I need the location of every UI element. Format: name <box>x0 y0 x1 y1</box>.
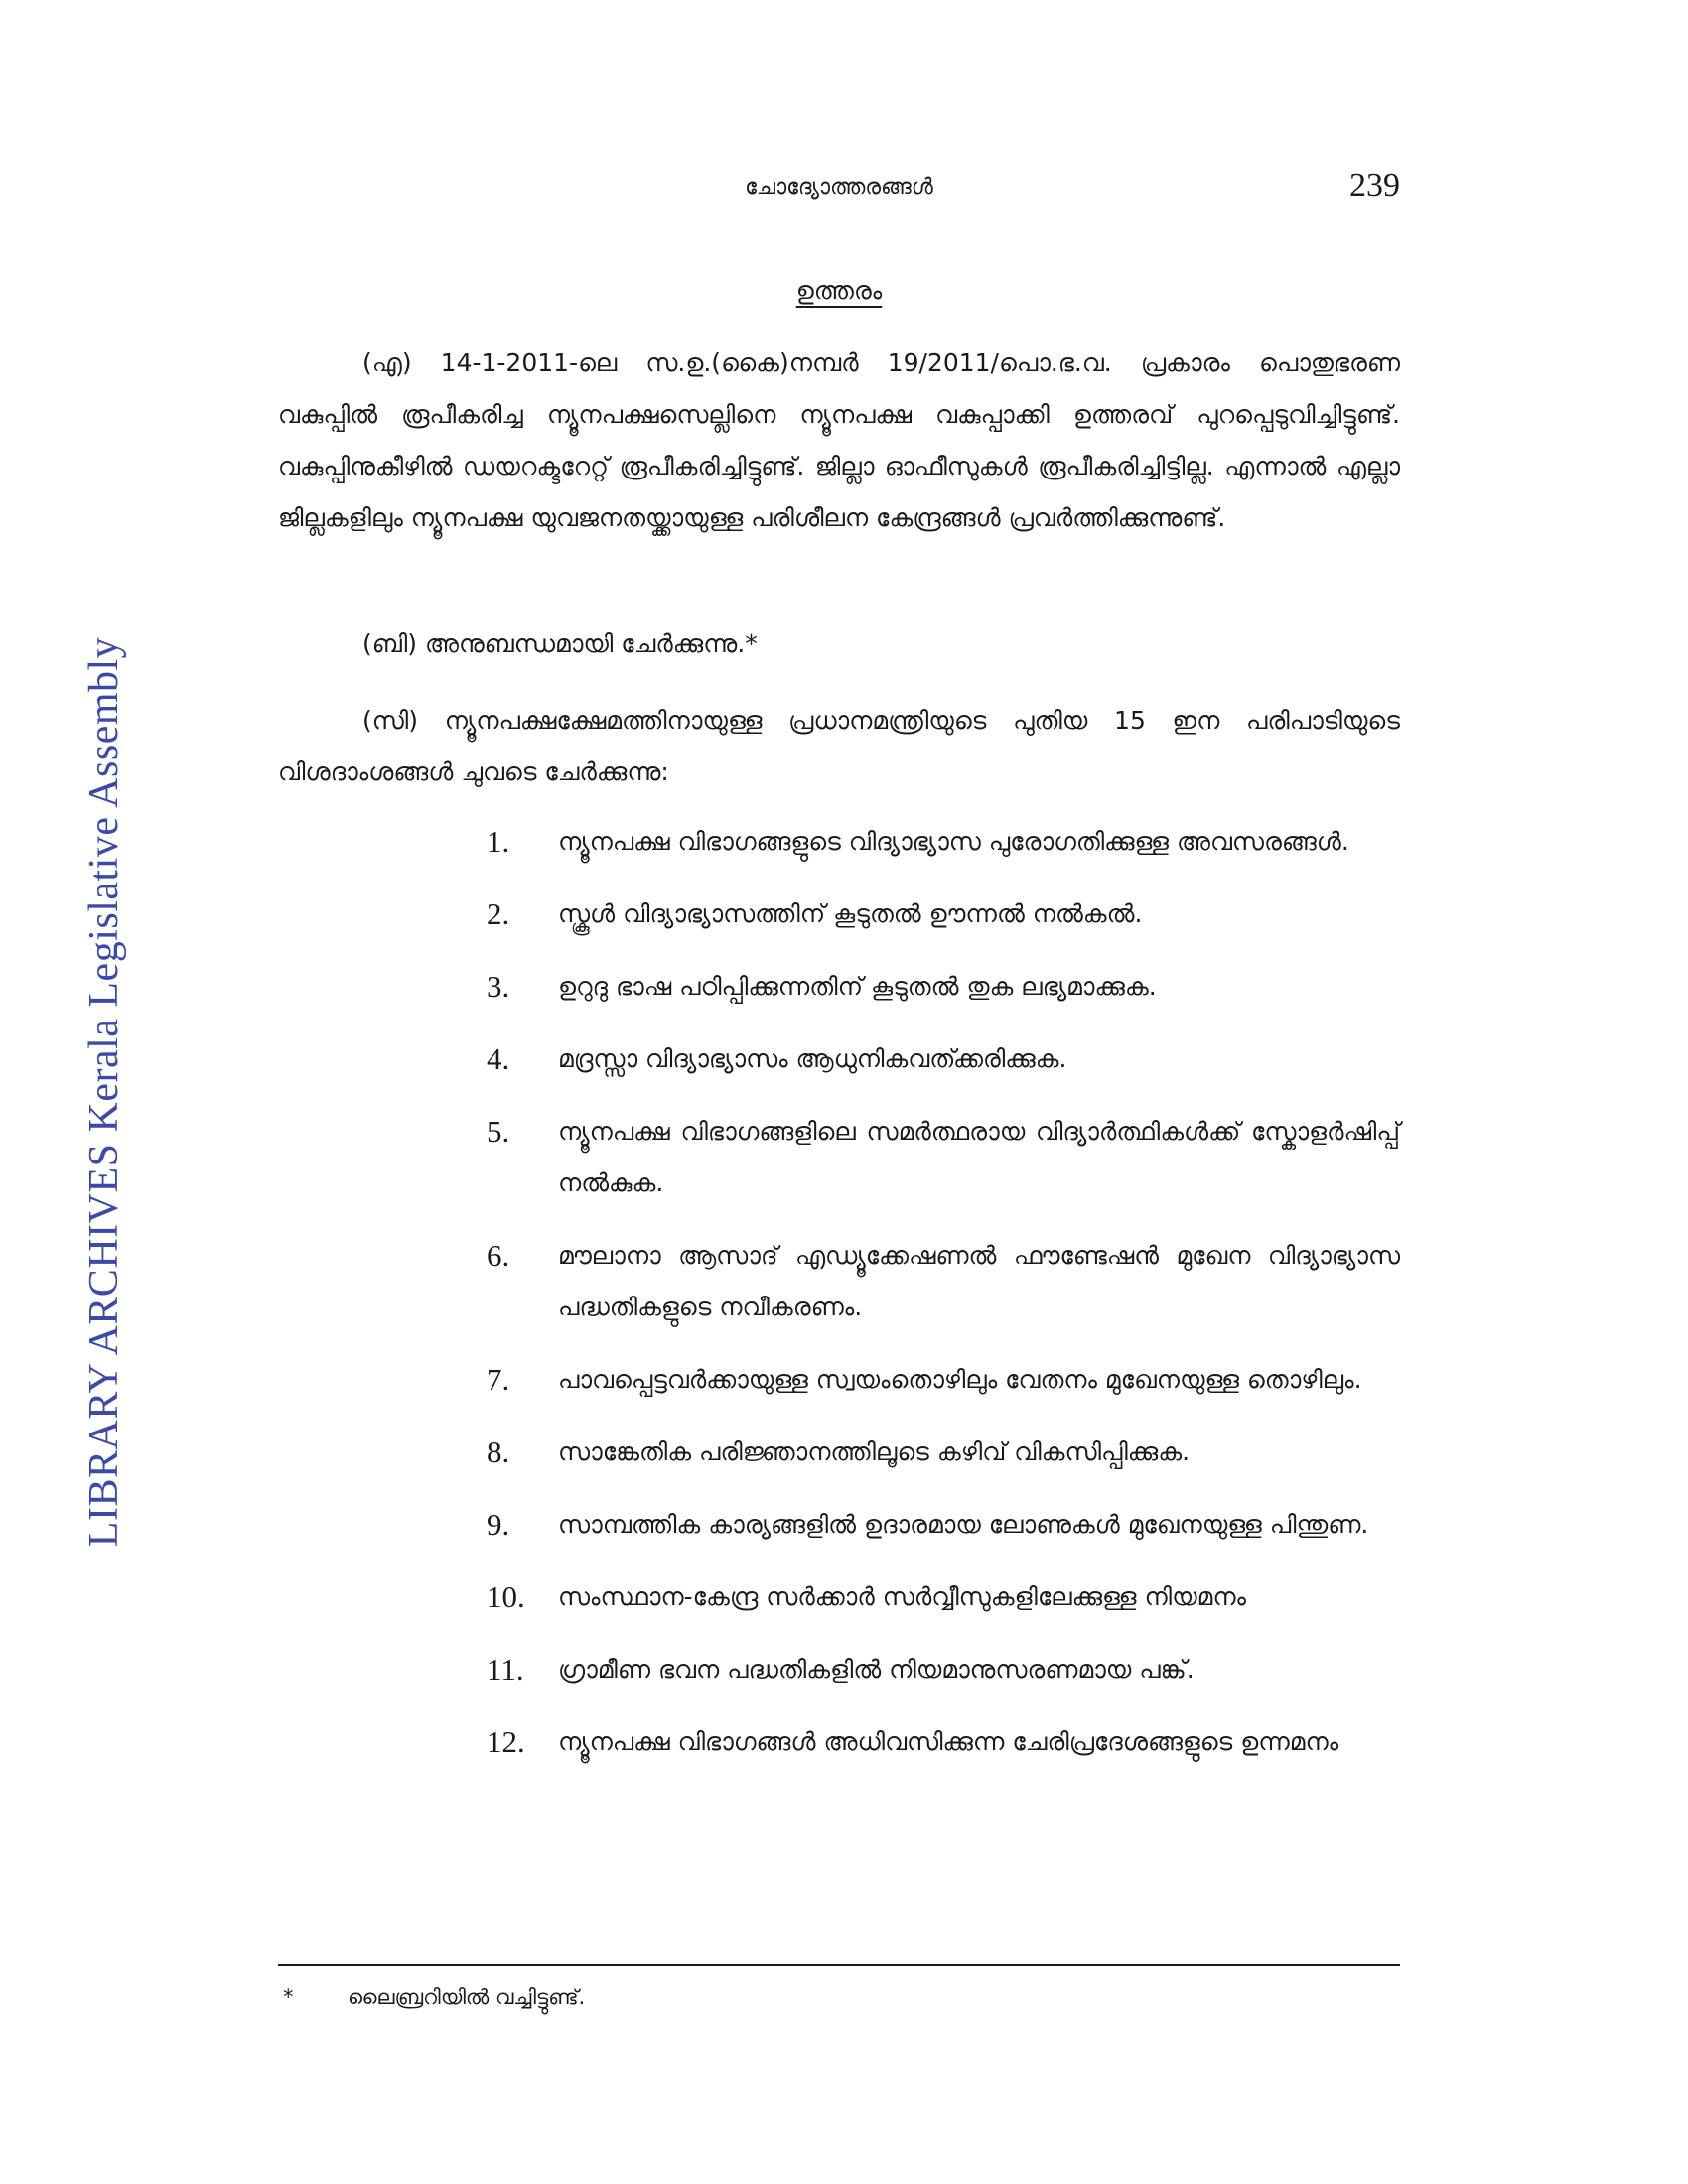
list-item <box>487 1716 1400 1768</box>
list-item-text: സംസ്ഥാന-കേന്ദ്ര സർക്കാർ സർവ്വീസുകളിലേക്കുള്ള നിയമനം <box>558 1582 1246 1611</box>
list-item-text: സാമ്പത്തിക കാര്യങ്ങളിൽ ഉദാരമായ ലോണുകൾ മുഖേനയുള്ള പിന്തുണ. <box>558 1510 1369 1539</box>
list-item-text: ന്യൂനപക്ഷ വിഭാഗങ്ങളുടെ വിദ്യാഭ്യാസ പുരോഗതിക്കുള്ള അവസരങ്ങൾ. <box>558 827 1349 856</box>
list-item <box>487 1106 1400 1209</box>
list-item-number: 5. <box>487 1114 510 1149</box>
list-item-number: 11. <box>487 1652 524 1687</box>
list-item-number: 1. <box>487 824 510 859</box>
list-item-number: 9. <box>487 1507 510 1542</box>
side-watermark: LIBRARY ARCHIVES Kerala Legislative Assembly <box>81 636 127 1548</box>
list-item <box>487 1644 1400 1696</box>
list-item-text: ന്യൂനപക്ഷ വിഭാഗങ്ങളിലെ സമർത്ഥരായ വിദ്യാർത്ഥികൾക്ക് സ്കോളർഷിപ്പ് നൽകുക. <box>558 1117 1400 1197</box>
list-item-text: മൗലാനാ ആസാദ് എഡ്യൂക്കേഷണൽ ഫൗണ്ടേഷൻ മുഖേന വിദ്യാഭ്യാസ പദ്ധതികളുടെ നവീകരണം. <box>558 1241 1400 1321</box>
footnote-mark: * <box>283 1985 294 2009</box>
list-item-number: 10. <box>487 1579 525 1614</box>
list-item-text: മദ്രസ്സാ വിദ്യാഭ്യാസം ആധുനികവത്ക്കരിക്കുക. <box>558 1044 1067 1073</box>
list-item-text: ഉറുദു ഭാഷ പഠിപ്പിക്കുന്നതിന് കൂടുതൽ തുക ലഭ്യമാക്കുക. <box>558 972 1157 1001</box>
list-item-text: ഗ്രാമീണ ഭവന പദ്ധതികളിൽ നിയമാനുസരണമായ പങ്ക്. <box>558 1655 1195 1684</box>
footnote <box>283 1985 585 2010</box>
list-item-text: സ്കൂൾ വിദ്യാഭ്യാസത്തിന് കൂടുതൽ ഊന്നൽ നൽകൽ. <box>558 899 1143 928</box>
list-item <box>487 1354 1400 1406</box>
list-item-number: 3. <box>487 969 510 1004</box>
numbered-list <box>487 816 1400 1789</box>
list-item-number: 12. <box>487 1724 525 1759</box>
footnote-text: ലൈബ്രറിയിൽ വച്ചിട്ടുണ്ട്. <box>348 1985 586 2009</box>
list-item <box>487 1230 1400 1333</box>
list-item <box>487 961 1400 1013</box>
paragraph-c: (സി) ന്യൂനപക്ഷക്ഷേമത്തിനായുള്ള പ്രധാനമന്ത്രിയുടെ പുതിയ 15 ഇന പരിപാടിയുടെ വിശദാംശങ്ങൾ ചുവടെ ചേർക്കുന്നു: <box>278 706 1400 786</box>
list-item <box>487 1499 1400 1551</box>
list-item <box>487 888 1400 940</box>
paragraph-a: (എ) 14-1-2011-ലെ സ.ഉ.(കൈ)നമ്പർ 19/2011/പൊ.ഭ.വ. പ്രകാരം പൊതുഭരണ വകുപ്പിൽ രൂപീകരിച്ച ന്യൂനപക്ഷസെല്ലിനെ ന്യൂനപക്ഷ വകുപ്പാക്കി ഉത്തരവ് പുറപ്പെടുവിച്ചിട്ടുണ്ട്. വകുപ്പിനുകീഴിൽ ഡയറക്ടറേറ്റ് രൂപീകരിച്ചിട്ടുണ്ട്. ജില്ലാ ഓഫീസുകൾ രൂപീകരിച്ചിട്ടില്ല. എന്നാൽ എല്ലാ ജില്ലകളിലും ന്യൂനപക്ഷ യുവജനതയ്ക്കായുള്ള പരിശീലന കേന്ദ്രങ്ങൾ പ്രവർത്തിക്കുന്നുണ്ട്. <box>278 348 1400 532</box>
answer-heading: ഉത്തരം <box>795 276 883 305</box>
paragraph-b: (ബി) അനുബന്ധമായി ചേർക്കുന്നു.* <box>362 629 758 658</box>
list-item <box>487 1033 1400 1085</box>
list-item-number: 8. <box>487 1434 510 1469</box>
list-item-text: സാങ്കേതിക പരിജ്ഞാനത്തിലൂടെ കഴിവ് വികസിപ്പിക്കുക. <box>558 1437 1191 1466</box>
running-header-title: ചോദ്യോത്തരങ്ങൾ <box>745 175 933 200</box>
list-item-number: 2. <box>487 896 510 931</box>
list-item-number: 4. <box>487 1041 510 1076</box>
list-item-number: 7. <box>487 1362 510 1397</box>
list-item-text: ന്യൂനപക്ഷ വിഭാഗങ്ങൾ അധിവസിക്കുന്ന ചേരിപ്രദേശങ്ങളുടെ ഉന്നമനം <box>558 1727 1339 1756</box>
list-item-text: പാവപ്പെട്ടവർക്കായുള്ള സ്വയംതൊഴിലും വേതനം മുഖേനയുള്ള തൊഴിലും. <box>558 1365 1362 1394</box>
footnote-divider <box>278 1964 1400 1966</box>
page-number: 239 <box>1349 167 1400 204</box>
running-header <box>278 167 1400 216</box>
list-item <box>487 816 1400 868</box>
list-item <box>487 1571 1400 1623</box>
list-item-number: 6. <box>487 1238 510 1273</box>
list-item <box>487 1427 1400 1478</box>
